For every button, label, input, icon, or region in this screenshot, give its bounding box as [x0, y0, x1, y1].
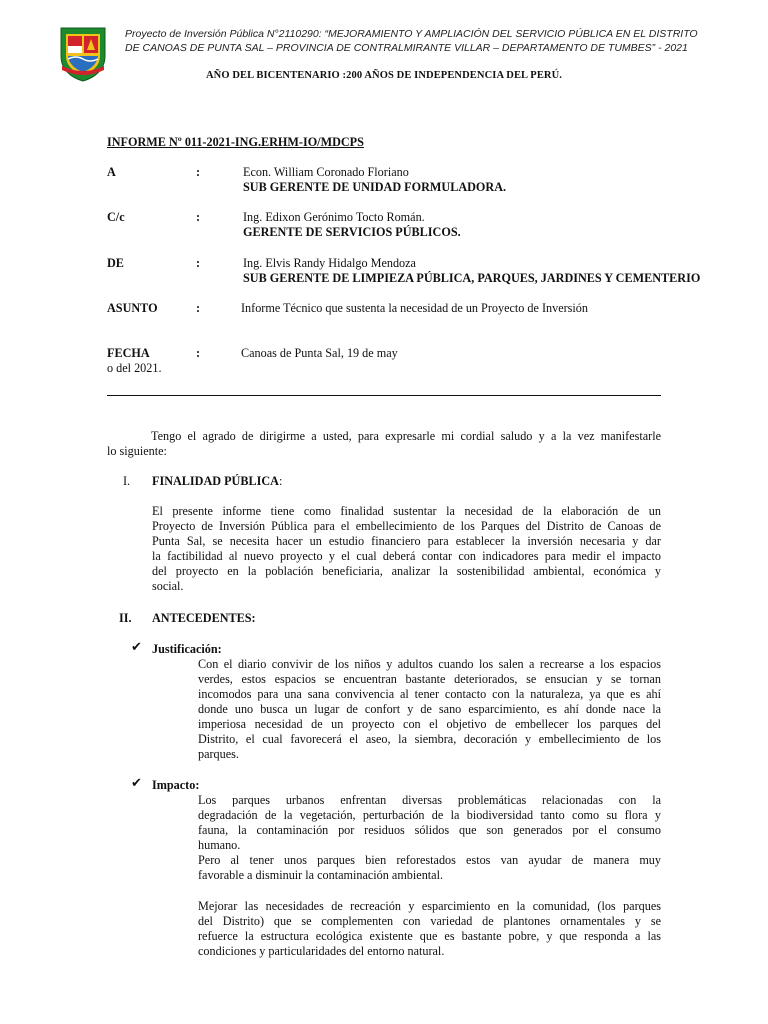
date-colon: :	[196, 346, 201, 360]
cc-name: Ing. Edixon Gerónimo Tocto Román.	[243, 210, 425, 224]
paragraph-line: Distrito, el cual favorecerá el aseo, la siembra, decoración y embellecimiento de los	[198, 732, 661, 746]
greeting-line-1: Tengo el agrado de dirigirme a usted, para expresarle mi cordial saludo y a la vez manifestarle	[151, 429, 661, 443]
paragraph-line: parques.	[198, 747, 239, 761]
report-title: INFORME Nº 011-2021-ING.ERHM-IO/MDCPS	[107, 135, 364, 149]
justificacion-heading: Justificación:	[152, 642, 222, 656]
cc-role: GERENTE DE SERVICIOS PÚBLICOS.	[243, 225, 461, 239]
to-colon: :	[196, 165, 201, 179]
to-role: SUB GERENTE DE UNIDAD FORMULADORA.	[243, 180, 507, 194]
subject-colon: :	[196, 301, 201, 315]
cc-colon: :	[196, 210, 201, 224]
paragraph-line: del Distrito) que se complementen con variedad de plantones ornamentales y se	[198, 914, 661, 928]
header-project-line-1: Proyecto de Inversión Pública N°2110290: “MEJORAMIENTO Y AMPLIACIÓN DEL SERVICIO PÚBLICA EN EL DISTRITO	[125, 28, 698, 40]
from-name: Ing. Elvis Randy Hidalgo Mendoza	[243, 256, 416, 270]
from-label: DE	[107, 256, 124, 270]
paragraph-line: Con el diario convivir de los niños y adultos cuando los salen a recrearse a los espacios	[198, 657, 661, 671]
paragraph-line: Punta Sal, se necesita hacer un estudio financiero para establecer la inversión necesaria y dar	[152, 534, 661, 548]
impacto-paragraph-2	[198, 853, 661, 883]
cc-label: C/c	[107, 210, 125, 224]
section-2-number: II.	[119, 611, 132, 625]
paragraph-line: condiciones y particularidades del entorno natural.	[198, 944, 445, 958]
paragraph-line: humano.	[198, 838, 241, 852]
paragraph-line: Pero al tener unos parques bien reforestados estos van ayudar de manera muy	[198, 853, 661, 867]
impacto-paragraph-1	[198, 793, 661, 853]
paragraph-line: fauna, la contaminación por residuos sólidos que son generados por el consumo	[198, 823, 661, 837]
section-1-paragraph	[152, 504, 661, 594]
header-divider	[107, 395, 661, 396]
from-colon: :	[196, 256, 201, 270]
bicentenary-year-line: AÑO DEL BICENTENARIO :200 AÑOS DE INDEPENDENCIA DEL PERÚ.	[205, 70, 563, 81]
greeting-line-2: lo siguiente:	[107, 444, 167, 458]
paragraph-line: social.	[152, 579, 184, 593]
checkmark-icon: ✔	[131, 776, 142, 791]
paragraph-line: degradación de la vegetación, perturbación de la biodiversidad tanto como su flora y	[198, 808, 661, 822]
from-role: SUB GERENTE DE LIMPIEZA PÚBLICA, PARQUES, JARDINES Y CEMENTERIO	[243, 271, 701, 285]
section-1-heading: FINALIDAD PÚBLICA:	[152, 474, 283, 488]
paragraph-line: del proyecto en la población beneficiaria, analizar la sostenibilidad ambiental, económica y	[152, 564, 661, 578]
impacto-paragraph-3	[198, 899, 661, 959]
justificacion-paragraph	[198, 657, 661, 762]
to-name: Econ. William Coronado Floriano	[243, 165, 409, 179]
paragraph-line: la factibilidad al nuevo proyecto y el cual deberá contar con indicadores para medir el impacto	[152, 549, 661, 563]
subject-label: ASUNTO	[107, 301, 158, 315]
paragraph-line: verdes, estos espacios se encuentran bastante deteriorados, se ensucian y se tornan	[198, 672, 661, 686]
section-2-heading: ANTECEDENTES:	[152, 611, 256, 625]
paragraph-line: Proyecto de Inversión Pública para el embellecimiento de los Parques del Distrito de Canoas de	[152, 519, 661, 533]
paragraph-line: refuerce la estructura ecológica existente que es bastante pobre, y que responda a las	[198, 929, 661, 943]
paragraph-line: Los parques urbanos enfrentan diversas problemáticas relacionadas con la	[198, 793, 661, 807]
paragraph-line: incomodos para una sana convivencia al tener contacto con la naturaleza, ya que es ahí	[198, 687, 661, 701]
paragraph-line: imperiosa necesidad de un proyecto con el objetivo de embellecer los parques del	[198, 717, 661, 731]
subject-value: Informe Técnico que sustenta la necesidad de un Proyecto de Inversión	[241, 301, 588, 315]
paragraph-line: donde uno busca un lugar de confort y de sano esparcimiento, es ahí donde nace la	[198, 702, 661, 716]
section-1-number: I.	[123, 474, 131, 488]
paragraph-line: Mejorar las necesidades de recreación y esparcimiento en la comunidad, (los parques	[198, 899, 661, 913]
checkmark-icon: ✔	[131, 640, 142, 655]
impacto-heading: Impacto:	[152, 778, 200, 792]
date-value: Canoas de Punta Sal, 19 de may	[241, 346, 398, 360]
date-label: FECHA	[107, 346, 150, 360]
to-label: A	[107, 165, 116, 179]
paragraph-line: favorable a disminuir la contaminación ambiental.	[198, 868, 444, 882]
paragraph-line: El presente informe tiene como finalidad sustentar la necesidad de la elaboración de un	[152, 504, 661, 518]
header-project-line-2: DE CANOAS DE PUNTA SAL – PROVINCIA DE CONTRALMIRANTE VILLAR – DEPARTAMENTO DE TUMBES” - 2021	[125, 42, 688, 54]
date-value-continuation: o del 2021.	[107, 361, 162, 375]
